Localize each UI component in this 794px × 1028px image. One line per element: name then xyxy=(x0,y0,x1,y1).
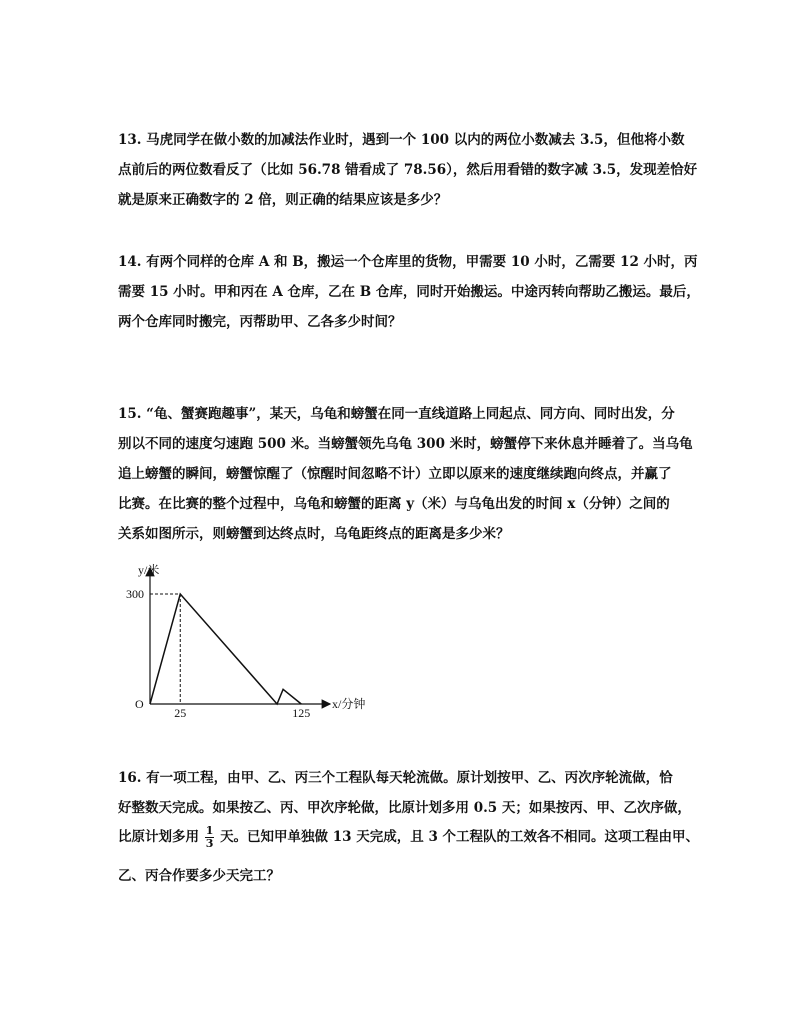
question-16-line-2: 好整数天完成。如果按乙、丙、甲次序轮做，比原计划多用 0.5 天；如果按丙、甲、乙次序做， xyxy=(118,800,691,816)
question-13-line-3: 就是原来正确数字的 2 倍，则正确的结果应该是多少？ xyxy=(118,192,448,208)
question-14-line-1: 14. 有两个同样的仓库 A 和 B，搬运一个仓库里的货物，甲需要 10 小时，乙需要 12 小时，丙 xyxy=(118,254,698,270)
question-14-line-3: 两个仓库同时搬完，丙帮助甲、乙各多少时间？ xyxy=(118,314,402,330)
fraction-numerator: 1 xyxy=(205,824,214,837)
question-16-line-3-end: 天。已知甲单独做 13 天完成，且 3 个工程队的工效各不相同。这项工程由甲、 xyxy=(220,829,700,845)
question-16-line-3-start: 比原计划多用 xyxy=(118,829,199,845)
y-tick-300: 300 xyxy=(126,586,144,601)
distance-series-line xyxy=(150,594,301,704)
question-16-line-4: 乙、丙合作要多少天完工？ xyxy=(118,868,280,884)
x-tick-25: 25 xyxy=(174,706,187,720)
origin-label: O xyxy=(135,697,144,711)
question-13-line-1: 13. 马虎同学在做小数的加减法作业时，遇到一个 100 以内的两位小数减去 3.5，但他将小数 xyxy=(118,132,685,148)
question-15-line-1: 15. “龟、蟹赛跑趣事”，某天，乌龟和螃蟹在同一直线道路上同起点、同方向、同时出发，分 xyxy=(118,406,675,422)
question-15-line-3: 追上螃蟹的瞬间，螃蟹惊醒了（惊醒时间忽略不计）立即以原来的速度继续跑向终点，并赢了 xyxy=(118,466,672,482)
question-13-line-2: 点前后的两位数看反了（比如 56.78 错看成了 78.56），然后用看错的数字减 3.5，发现差恰好 xyxy=(118,162,698,178)
x-axis-label: x/分钟 xyxy=(332,697,366,711)
graph-svg xyxy=(118,558,366,726)
question-15-line-4: 比赛。在比赛的整个过程中，乌龟和螃蟹的距离 y（米）与乌龟出发的时间 x（分钟）之间的 xyxy=(118,496,670,512)
question-16-line-3 xyxy=(118,822,699,852)
distance-time-graph xyxy=(118,558,366,726)
question-16-line-1: 16. 有一项工程，由甲、乙、丙三个工程队每天轮流做。原计划按甲、乙、丙次序轮流做，恰 xyxy=(118,770,673,786)
y-axis-label: y/米 xyxy=(138,563,160,577)
question-14-line-2: 需要 15 小时。甲和丙在 A 仓库，乙在 B 仓库，同时开始搬运。中途丙转向帮助乙搬运。最后， xyxy=(118,284,700,300)
question-15-line-2: 别以不同的速度匀速跑 500 米。当螃蟹领先乌龟 300 米时，螃蟹停下来休息并睡着了。当乌龟 xyxy=(118,436,693,452)
fraction-denominator: 3 xyxy=(205,837,214,850)
fraction-one-third xyxy=(205,825,215,850)
x-tick-125: 125 xyxy=(292,706,311,720)
question-15-line-5: 关系如图所示，则螃蟹到达终点时，乌龟距终点的距离是多少米？ xyxy=(118,526,510,542)
